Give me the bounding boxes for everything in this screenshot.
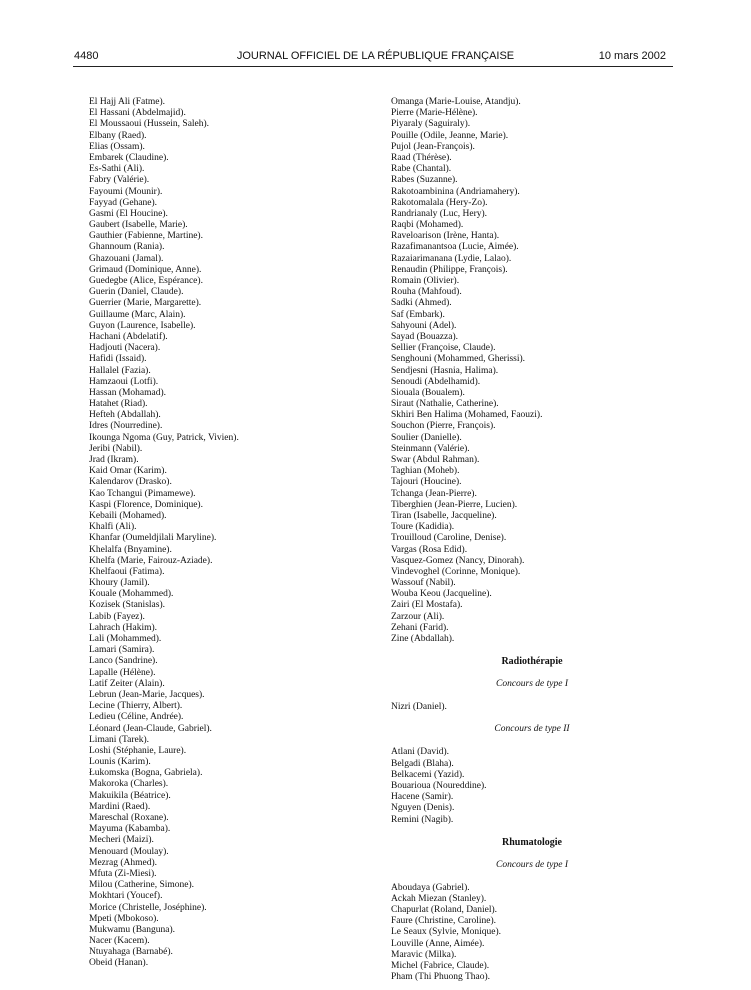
list-item: Lali (Mohammed).	[89, 634, 162, 644]
list-item: Omanga (Marie-Louise, Atandju).	[391, 97, 521, 107]
list-item: Jrad (Ikram).	[89, 455, 139, 465]
list-item: Mezrag (Ahmed).	[89, 857, 158, 868]
list-item: Khelalfa (Bnyamine).	[89, 544, 172, 555]
list-item: Louville (Anne, Aimée).	[391, 938, 485, 949]
list-item: Rakotoambinina (Andriamahery).	[391, 186, 520, 197]
list-item: Khalfi (Ali).	[89, 522, 137, 533]
list-item: Senghouni (Mohammed, Gherissi).	[391, 354, 526, 365]
list-item: Tiberghien (Jean-Pierre, Lucien).	[391, 499, 518, 510]
list-item: Tajouri (Houcine).	[391, 477, 462, 488]
list-item: Lecine (Thierry, Albert).	[89, 701, 183, 712]
section-heading-radiotherapie: Radiothérapie	[501, 656, 563, 668]
list-item: Le Seaux (Sylvie, Monique).	[391, 927, 502, 938]
list-item: Steinmann (Valérie).	[391, 443, 470, 454]
list-item: Mardini (Raed).	[89, 801, 151, 812]
right-column-names	[391, 97, 673, 645]
list-item: Razafimanantsoa (Lucie, Aimée).	[391, 242, 519, 253]
list-item: Fayoumi (Mounir).	[89, 186, 163, 197]
list-item: Wassouf (Nabil).	[391, 578, 456, 589]
list-item: Faure (Christine, Caroline).	[391, 916, 497, 927]
list-item: Lounis (Karim).	[89, 757, 151, 768]
list-item: Pouille (Odile, Jeanne, Marie).	[391, 130, 509, 141]
list-item: Mukwamu (Banguna).	[89, 924, 176, 935]
list-item: Nacer (Kacem).	[89, 936, 150, 947]
list-item: Mayuma (Kabamba).	[89, 824, 171, 835]
list-item: El Moussaoui (Hussein, Saleh).	[89, 119, 210, 130]
list-item: Saf (Embark).	[391, 309, 445, 320]
list-item: Es-Sathi (Ali).	[89, 164, 145, 175]
list-item: Renaudin (Philippe, François).	[391, 264, 508, 275]
list-item: Menouard (Moulay).	[89, 846, 169, 857]
list-item: Zehani (Farid).	[391, 622, 449, 633]
list-item: Latif Zeiter (Alain).	[89, 678, 165, 689]
list-item: Gaubert (Isabelle, Marie).	[89, 220, 188, 231]
list-item: Rabe (Chantal).	[391, 164, 452, 175]
list-item: Siraut (Nathalie, Catherine).	[391, 399, 499, 410]
list-item: Elias (Ossam).	[89, 141, 145, 152]
list-item: Pierre (Marie-Hélène).	[391, 108, 478, 119]
list-item: Ghannoum (Rania).	[89, 242, 165, 253]
list-item: Sayad (Bouazza).	[391, 331, 458, 342]
list-item: Piyaraly (Saguiraly).	[391, 119, 471, 130]
list-item: Nizri (Daniel).	[391, 702, 447, 713]
list-item: Lebrun (Jean-Marie, Jacques).	[89, 689, 205, 700]
list-item: Guerrier (Marie, Margarette).	[89, 298, 202, 309]
list-item: Sadki (Ahmed).	[391, 298, 452, 309]
list-item: Embarek (Claudine).	[89, 152, 169, 163]
list-item: Makoroka (Charles).	[89, 779, 169, 790]
subheading-radio-type2: Concours de type II	[494, 724, 570, 735]
left-column	[89, 97, 371, 970]
list-item: Zarzour (Ali).	[391, 611, 445, 622]
list-item: Belkacemi (Yazid).	[391, 769, 465, 780]
list-item: Razaiarimanana (Lydie, Lalao).	[391, 253, 512, 264]
list-item: Hatahet (Riad).	[89, 399, 148, 410]
list-item: Hefteh (Abdallah).	[89, 410, 161, 421]
list-item: Nguyen (Denis).	[391, 803, 455, 814]
list-item: Ntuyahaga (Barnabé).	[89, 947, 173, 958]
list-item: Chapurlat (Roland, Daniel).	[391, 905, 498, 916]
list-item: Randrianaly (Luc, Hery).	[391, 208, 488, 219]
list-item: Zairi (El Mostafa).	[391, 600, 463, 611]
list-item: Kaid Omar (Karim).	[89, 466, 167, 477]
header-rule	[73, 66, 673, 67]
list-item: Gasmi (El Houcine).	[89, 208, 168, 219]
list-item: Raad (Thérèse).	[391, 152, 452, 163]
list-item: Ghazouani (Jamal).	[89, 253, 164, 264]
list-item: Hafidi (Issaid).	[89, 354, 147, 365]
list-item: Vindevoghel (Corinne, Monique).	[391, 566, 521, 577]
list-item: Mareschal (Roxane).	[89, 813, 169, 823]
list-item: Romain (Olivier).	[391, 276, 460, 286]
list-item: Vasquez-Gomez (Nancy, Dinorah).	[391, 555, 525, 566]
list-item: Hadjouti (Nacera).	[89, 343, 161, 354]
list-item: Kozisek (Stanislas).	[89, 600, 165, 611]
list-item: Senoudi (Abdelhamid).	[391, 376, 481, 387]
list-item: Léonard (Jean-Claude, Gabriel).	[89, 723, 212, 734]
list-item: Mokhtari (Youcef).	[89, 891, 163, 902]
list-item: Maravic (Milka).	[391, 949, 457, 960]
list-item: Zine (Abdallah).	[391, 634, 455, 644]
list-item: Idres (Nourredine).	[89, 421, 163, 432]
list-item: Fayyad (Gehane).	[89, 197, 158, 208]
list-item: Gauthier (Fabienne, Martine).	[89, 231, 203, 242]
radio-type1-list	[391, 702, 673, 713]
list-item: Guyon (Laurence, Isabelle).	[89, 320, 196, 331]
list-item: Guillaume (Marc, Alain).	[89, 309, 186, 320]
list-item: Hamzaoui (Lotfi).	[89, 376, 159, 387]
list-item: Souchon (Pierre, François).	[391, 421, 496, 432]
list-item: Limani (Tarek).	[89, 734, 150, 745]
list-item: Sendjesni (Hasnia, Halima).	[391, 365, 499, 376]
list-item: Kouale (Mohammed).	[89, 589, 174, 600]
list-item: Taghian (Moheb).	[391, 466, 460, 477]
list-item: Wouba Keou (Jacqueline).	[391, 589, 492, 600]
list-item: Obeid (Hanan).	[89, 958, 149, 969]
page-number: 4480	[74, 50, 99, 62]
list-item: Belgadi (Blaha).	[391, 758, 454, 769]
radio-type2-list	[391, 747, 673, 825]
list-item: Skhiri Ben Halima (Mohamed, Faouzi).	[391, 410, 543, 421]
list-item: Soulier (Danielle).	[391, 432, 462, 443]
list-item: Milou (Catherine, Simone).	[89, 880, 195, 891]
list-item: Jeribi (Nabil).	[89, 443, 143, 454]
list-item: Kalendarov (Drasko).	[89, 477, 172, 488]
list-item: Elbany (Raed).	[89, 130, 147, 141]
list-item: Swar (Abdul Rahman).	[391, 455, 480, 465]
list-item: Pham (Thi Phuong Thao).	[391, 972, 491, 983]
list-item: Mecheri (Maizi).	[89, 835, 154, 846]
list-item: Lahrach (Hakim).	[89, 622, 158, 633]
list-item: Rouha (Mahfoud).	[391, 287, 462, 298]
list-item: Kebaili (Mohamed).	[89, 510, 167, 521]
list-item: Lamari (Samira).	[89, 645, 155, 656]
list-item: Lanco (Sandrine).	[89, 656, 158, 667]
list-item: Mfuta (Zi-Miesi).	[89, 868, 157, 879]
list-item: Hachani (Abdelatif).	[89, 331, 168, 342]
list-item: Labib (Fayez).	[89, 611, 145, 622]
list-item: Łukomska (Bogna, Gabriela).	[89, 768, 203, 779]
list-item: Hassan (Mohamad).	[89, 387, 167, 398]
list-item: El Hajj Ali (Fatme).	[89, 97, 165, 107]
list-item: Michel (Fabrice, Claude).	[391, 961, 490, 971]
journal-title: JOURNAL OFFICIEL DE LA RÉPUBLIQUE FRANÇAISE	[236, 50, 515, 62]
list-item: Ackah Miezan (Stanley).	[391, 893, 487, 904]
list-item: Toure (Kadidia).	[391, 522, 455, 533]
section-heading-rhumatologie: Rhumatologie	[502, 836, 562, 848]
subheading-radio-type1: Concours de type I	[495, 679, 569, 690]
list-item: Remini (Nagib).	[391, 814, 454, 825]
list-item: Khelfa (Marie, Fairouz-Aziade).	[89, 555, 213, 566]
list-item: Ikounga Ngoma (Guy, Patrick, Vivien).	[89, 432, 239, 443]
issue-date: 10 mars 2002	[598, 50, 666, 62]
subheading-rhumato-type1: Concours de type I	[495, 859, 569, 870]
list-item: Guedegbe (Alice, Espérance).	[89, 276, 203, 286]
list-item: Lapalle (Hélène).	[89, 667, 156, 678]
list-item: Mpeti (Mbokoso).	[89, 913, 159, 924]
list-item: Pujol (Jean-François).	[391, 141, 475, 152]
list-item: Trouilloud (Caroline, Denise).	[391, 533, 507, 544]
list-item: El Hassani (Abdelmajid).	[89, 108, 186, 119]
list-item: Sioualа (Boualem).	[391, 387, 465, 398]
list-item: Khelfaoui (Fatima).	[89, 566, 165, 577]
list-item: Khoury (Jamil).	[89, 578, 150, 589]
list-item: Fabry (Valérie).	[89, 175, 150, 186]
list-item: Rabes (Suzanne).	[391, 175, 458, 186]
list-item: Loshi (Stéphanie, Laure).	[89, 745, 187, 756]
list-item: Hallalel (Fazia).	[89, 365, 151, 376]
list-item: Aboudaya (Gabriel).	[391, 882, 470, 893]
rhumato-type1-list	[391, 883, 673, 984]
list-item: Makuikila (Béatrice).	[89, 790, 171, 801]
list-item: Raveloarison (Irène, Hanta).	[391, 231, 500, 242]
right-column	[391, 97, 673, 983]
list-item: Kaspi (Florence, Dominique).	[89, 499, 203, 510]
list-item: Sellier (Françoise, Claude).	[391, 343, 496, 354]
list-item: Rakotomalala (Hery-Zo).	[391, 197, 488, 208]
list-item: Tiran (Isabelle, Jacqueline).	[391, 510, 497, 521]
list-item: Guerin (Daniel, Claude).	[89, 287, 184, 298]
list-item: Atlani (David).	[391, 747, 450, 758]
page-header	[0, 50, 751, 66]
list-item: Ledieu (Céline, Andrée).	[89, 712, 184, 723]
list-item: Raqbi (Mohamed).	[391, 220, 464, 231]
list-item: Khanfar (Oumeldjilali Maryline).	[89, 533, 217, 544]
list-item: Tchanga (Jean-Pierre).	[391, 488, 477, 499]
list-item: Hacene (Samir).	[391, 792, 454, 803]
list-item: Vargas (Rosa Edid).	[391, 544, 468, 555]
list-item: Bouarioua (Noureddine).	[391, 780, 487, 791]
list-item: Kao Tchangui (Pimamewe).	[89, 488, 196, 499]
list-item: Morice (Christelle, Joséphine).	[89, 902, 207, 913]
list-item: Grimaud (Dominique, Anne).	[89, 264, 202, 275]
list-item: Sahyouni (Adel).	[391, 320, 457, 331]
